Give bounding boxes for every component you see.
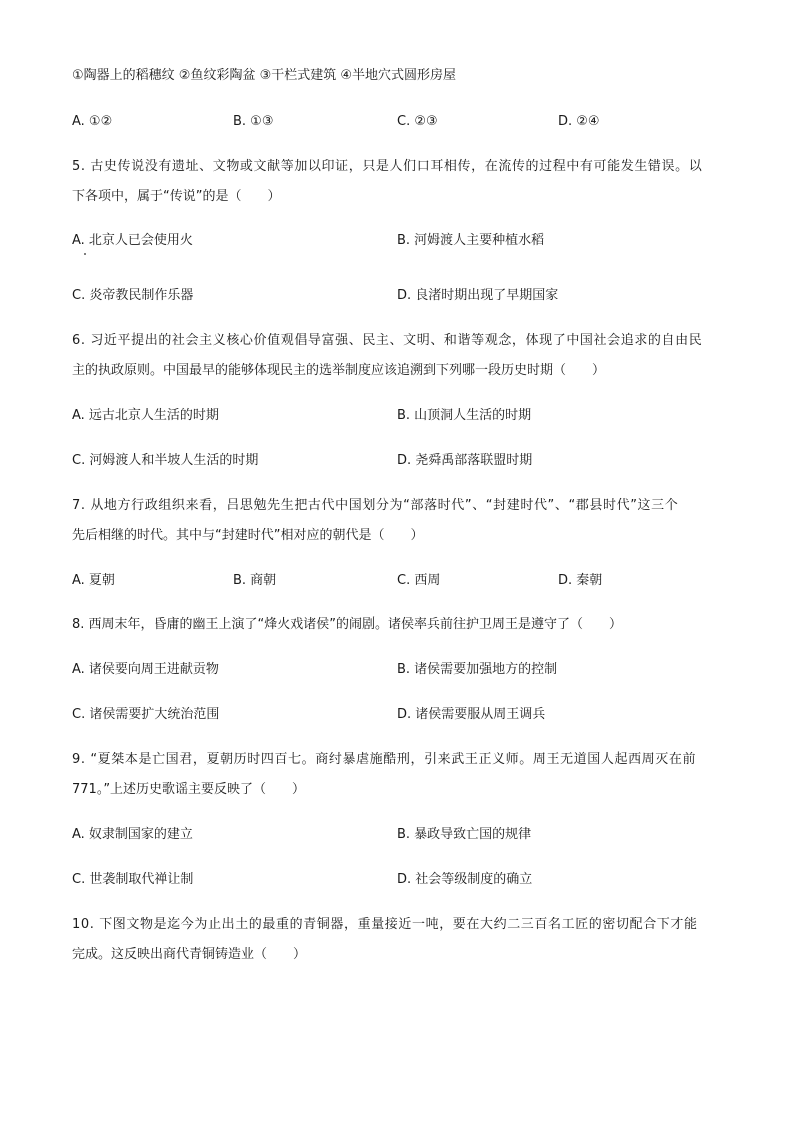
question-items-line: ①陶器上的稻穗纹 ②鱼纹彩陶盆 ③干栏式建筑 ④半地穴式圆形房屋 xyxy=(72,68,457,83)
option-d: D. 尧舜禹部落联盟时期 xyxy=(397,453,533,468)
question-6-text: 主的执政原则。中国最早的能够体现民主的选举制度应该追溯到下列哪一段历史时期（ ） xyxy=(72,363,606,378)
option-b: B. 山顶洞人生活的时期 xyxy=(397,408,532,423)
option-c: C. 世袭制取代禅让制 xyxy=(72,872,194,887)
question-5-text: 5. 古史传说没有遗址、文物或文献等加以印证，只是人们口耳相传，在流传的过程中有可能发生错误。以 xyxy=(72,159,703,174)
option-a: A. 诸侯要向周王进献贡物 xyxy=(72,662,219,677)
option-d: D. 秦朝 xyxy=(558,573,603,588)
option-c: C. ②③ xyxy=(397,114,438,129)
option-b: B. 商朝 xyxy=(233,573,277,588)
option-a: A. ①② xyxy=(72,114,113,129)
option-a: A. 北京人已会使用火 xyxy=(72,233,193,248)
question-5-text: 下各项中，属于“传说”的是（ ） xyxy=(72,189,281,204)
question-9-text: 771。”上述历史歌谣主要反映了（ ） xyxy=(72,782,306,797)
question-8-text: 8. 西周末年，昏庸的幽王上演了“烽火戏诸侯”的闹剧。诸侯率兵前往护卫周王是遵守了（ ） xyxy=(72,617,623,632)
question-9-text: 9. “夏桀本是亡国君，夏朝历时四百七。商纣暴虐施酷刑，引来武王正义师。周王无道国人起西周灭在前 xyxy=(72,752,697,767)
option-b: B. 暴政导致亡国的规律 xyxy=(397,827,532,842)
option-a: A. 夏朝 xyxy=(72,573,115,588)
option-c: C. 炎帝教民制作乐器 xyxy=(72,288,194,303)
option-d: D. 良渚时期出现了早期国家 xyxy=(397,288,559,303)
option-a: A. 远古北京人生活的时期 xyxy=(72,408,219,423)
option-c: C. 河姆渡人和半坡人生活的时期 xyxy=(72,453,259,468)
option-b: B. 河姆渡人主要种植水稻 xyxy=(397,233,545,248)
question-10-text: 10. 下图文物是迄今为止出土的最重的青铜器，重量接近一吨，要在大约二三百名工匠的密切配合下才能 xyxy=(72,917,698,932)
option-a: A. 奴隶制国家的建立 xyxy=(72,827,193,842)
option-b: B. ①③ xyxy=(233,114,274,129)
question-7-text: 先后相继的时代。其中与“封建时代”相对应的朝代是（ ） xyxy=(72,528,424,543)
option-c: C. 诸侯需要扩大统治范围 xyxy=(72,707,220,722)
option-c: C. 西周 xyxy=(397,573,441,588)
option-b: B. 诸侯需要加强地方的控制 xyxy=(397,662,558,677)
question-10-text: 完成。这反映出商代青铜铸造业（ ） xyxy=(72,947,307,962)
option-d: D. 诸侯需要服从周王调兵 xyxy=(397,707,546,722)
option-d: D. 社会等级制度的确立 xyxy=(397,872,533,887)
question-7-text: 7. 从地方行政组织来看，吕思勉先生把古代中国划分为“部落时代”、“封建时代”、“郡县时代”这三个 xyxy=(72,498,679,513)
question-6-text: 6. 习近平提出的社会主义核心价值观倡导富强、民主、文明、和谐等观念，体现了中国社会追求的自由民 xyxy=(72,333,703,348)
option-d: D. ②④ xyxy=(558,114,600,129)
stray-mark xyxy=(84,253,86,255)
